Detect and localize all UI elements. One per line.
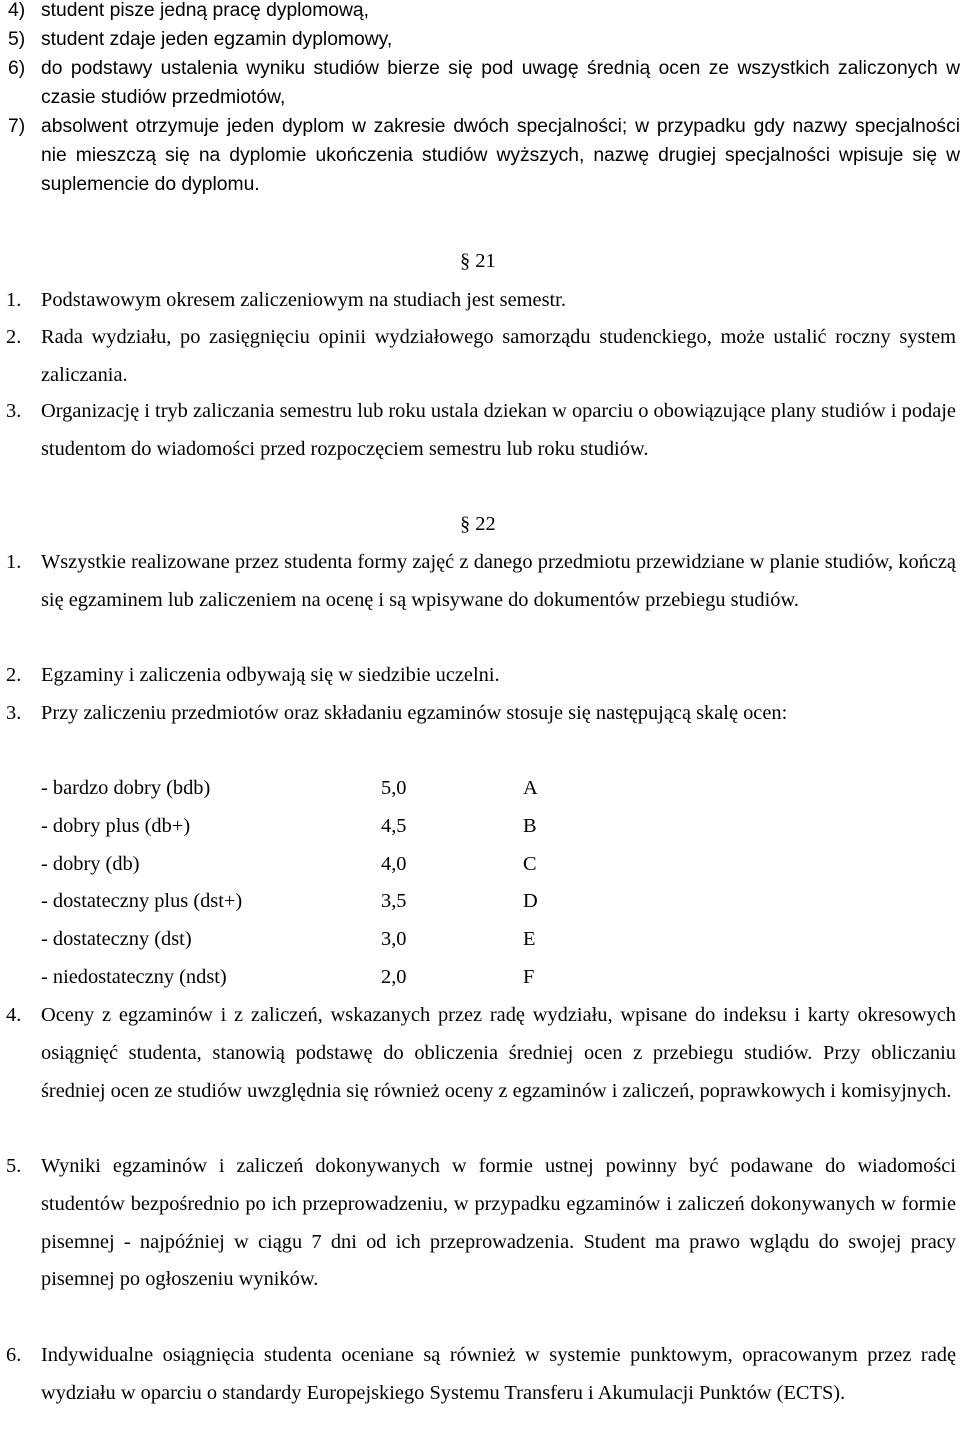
- item-number: 2.: [6, 664, 22, 686]
- grade-letter: C: [523, 852, 537, 875]
- section-22-item-5: [6, 1148, 956, 1299]
- list-item: [8, 25, 960, 54]
- list-item: [8, 54, 960, 112]
- list-item-number: 6): [8, 58, 26, 79]
- grade-row: [41, 959, 583, 997]
- grade-value: 2,0: [381, 965, 407, 988]
- grade-name: - dostateczny (dst): [41, 928, 192, 951]
- grade-scale-table: [41, 770, 583, 997]
- list-item-number: 7): [8, 116, 26, 137]
- item-text: Rada wydziału, po zasięgnięciu opinii wydziałowego samorządu studenckiego, może ustalić roczny system zaliczania.: [41, 326, 956, 386]
- item-text: Podstawowym okresem zaliczeniowym na studiach jest semestr.: [41, 289, 566, 311]
- section-21-item-2: [6, 319, 956, 395]
- item-number: 5.: [6, 1155, 22, 1177]
- grade-value: 3,0: [381, 928, 407, 951]
- grade-value: 4,0: [381, 852, 407, 875]
- grade-name: - bardzo dobry (bdb): [41, 777, 211, 799]
- grade-letter: A: [523, 777, 538, 799]
- item-text: Przy zaliczeniu przedmiotów oraz składaniu egzaminów stosuje się następującą skalę ocen:: [41, 702, 788, 724]
- list-item-number: 5): [8, 29, 26, 50]
- item-text: Wszystkie realizowane przez studenta formy zajęć z danego przedmiotu przewidziane w planie studiów, kończą się egzaminem lub zaliczeniem na ocenę i są wpisywane do dokumentów przebiegu studiów.: [41, 551, 956, 611]
- section-22-item-1: [6, 544, 956, 619]
- list-item-text: absolwent otrzymuje jeden dyplom w zakresie dwóch specjalności; w przypadku gdy nazwy specjalności nie mieszczą się na dyplomie ukończenia studiów wyższych, nazwę drugiej specjalności wpisuje się w suplemencie do dyplomu.: [41, 116, 960, 195]
- list-item-text: student zdaje jeden egzamin dyplomowy,: [41, 29, 393, 50]
- item-number: 1.: [6, 551, 22, 573]
- item-text: Egzaminy i zaliczenia odbywają się w siedzibie uczelni.: [41, 664, 500, 686]
- section-22-item-2: [6, 657, 956, 695]
- top-list: [8, 0, 960, 199]
- item-text: Organizację i tryb zaliczania semestru lub roku ustala dziekan w oparciu o obowiązujące plany studiów i podaje studentom do wiadomości przed rozpoczęciem semestru lub roku studiów.: [41, 400, 956, 460]
- grade-row: [41, 921, 583, 959]
- grade-letter: E: [523, 928, 536, 951]
- grade-row: [41, 883, 583, 921]
- list-item-number: 4): [8, 0, 26, 21]
- grade-letter: B: [523, 814, 537, 837]
- section-22-item-6: [6, 1337, 956, 1413]
- item-number: 3.: [6, 400, 22, 422]
- section-22-item-3: [6, 695, 956, 733]
- section-21-item-1: [6, 282, 956, 320]
- item-number: 1.: [6, 289, 22, 311]
- section-21-heading: § 21: [460, 250, 496, 272]
- grade-name: - dobry plus (db+): [41, 814, 191, 837]
- grade-value: 3,5: [381, 890, 407, 913]
- list-item-text: do podstawy ustalenia wyniku studiów bierze się pod uwagę średnią ocen ze wszystkich zaliczonych w czasie studiów przedmiotów,: [41, 58, 960, 108]
- grade-value: 5,0: [381, 777, 407, 799]
- item-text: Indywidualne osiągnięcia studenta oceniane są również w systemie punktowym, opracowanym przez radę wydziału w oparciu o standardy Europejskiego Systemu Transferu i Akumulacji Punktów (ECTS).: [41, 1344, 956, 1404]
- grade-row: [41, 808, 583, 846]
- list-item: [8, 0, 960, 25]
- item-text: Wyniki egzaminów i zaliczeń dokonywanych w formie ustnej powinny być podawane do wiadomości studentów bezpośrednio po ich przeprowadzeniu, w przypadku egzaminów i zaliczeń dokonywanych w formie pisemnej - najpóźniej w ciągu 7 dni od ich przeprowadzenia. Student ma prawo wglądu do swojej pracy pisemnej po ogłoszeniu wyników.: [41, 1155, 956, 1291]
- item-number: 3.: [6, 702, 22, 724]
- item-number: 6.: [6, 1344, 22, 1366]
- grade-value: 4,5: [381, 814, 407, 837]
- grade-name: - dobry (db): [41, 852, 140, 875]
- section-22-item-4: [6, 997, 956, 1110]
- grade-letter: F: [523, 965, 535, 988]
- grade-row: [41, 770, 583, 808]
- grade-row: [41, 846, 583, 884]
- item-text: Oceny z egzaminów i z zaliczeń, wskazanych przez radę wydziału, wpisane do indeksu i karty okresowych osiągnięć studenta, stanowią podstawę do obliczenia średniej ocen z przebiegu studiów. Przy obliczaniu średniej ocen ze studiów uwzględnia się również oceny z egzaminów i zaliczeń, poprawkowych i komisyjnych.: [41, 1004, 956, 1102]
- grade-name: - dostateczny plus (dst+): [41, 890, 243, 913]
- section-21-item-3: [6, 393, 956, 469]
- section-22-heading: § 22: [460, 513, 496, 535]
- item-number: 2.: [6, 326, 22, 348]
- grade-name: - niedostateczny (ndst): [41, 965, 227, 988]
- list-item-text: student pisze jedną pracę dyplomową,: [41, 0, 369, 21]
- grade-letter: D: [523, 890, 538, 913]
- item-number: 4.: [6, 1004, 22, 1026]
- list-item: [8, 112, 960, 199]
